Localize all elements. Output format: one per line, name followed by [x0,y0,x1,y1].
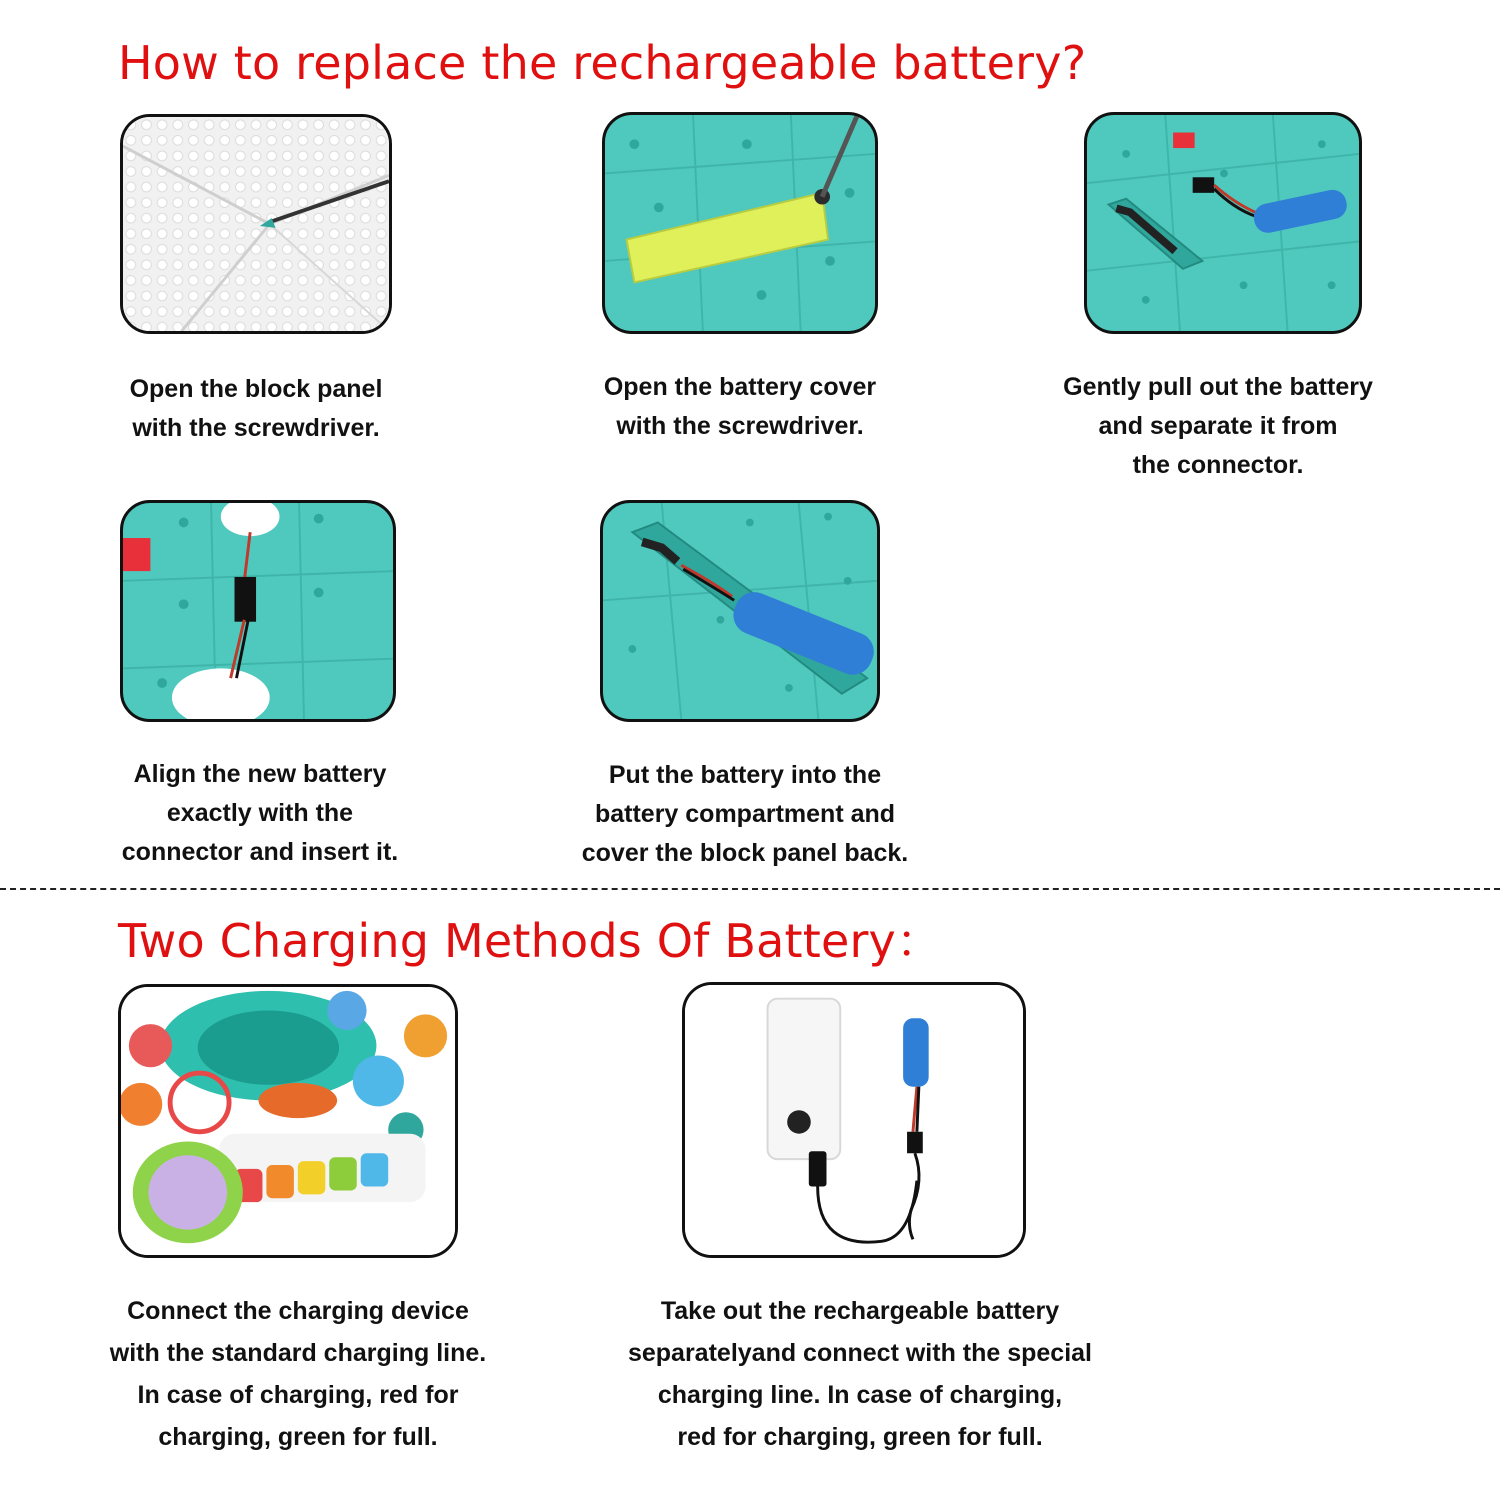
step-1-caption-line: with the screwdriver. [132,414,380,442]
replace-battery-title: How to replace the rechargeable battery? [118,36,1087,90]
step-4-caption-line: Align the new battery [133,760,387,788]
connector-align-photo [120,500,396,722]
block-panel-screwdriver-photo [120,114,392,334]
step-4-caption-line: connector and insert it. [121,838,399,866]
step-3-caption-line: the connector. [1132,451,1304,479]
step-5-caption [540,756,950,873]
step-3-caption-line: and separate it from [1098,412,1338,440]
step-1-caption-line: Open the block panel [129,375,383,403]
step-5-caption-line: cover the block panel back. [581,839,909,867]
method-1-caption-line: with the standard charging line. [109,1339,487,1367]
method-1-caption-line: charging, green for full. [158,1423,438,1451]
battery-removed-photo [1084,112,1362,334]
method-2-caption-line: Take out the rechargeable battery [660,1297,1060,1325]
charging-methods-title: Two Charging Methods Of Battery： [118,914,943,968]
method-2-caption-line: red for charging, green for full. [677,1423,1043,1451]
activity-table-photo [118,984,458,1258]
step-1-caption [76,370,436,448]
step-2-caption-line: Open the battery cover [603,373,877,401]
method-2-caption [590,1290,1130,1458]
step-2-caption [560,368,920,446]
method-2-caption-line: charging line. In case of charging, [657,1381,1063,1409]
method-2-caption-line: separatelyand connect with the special [627,1339,1093,1367]
step-5-caption-line: battery compartment and [594,800,896,828]
battery-compartment-photo [600,500,880,722]
step-3-caption-line: Gently pull out the battery [1063,373,1373,401]
step-4-caption-line: exactly with the [166,799,354,827]
step-2-caption-line: with the screwdriver. [616,412,864,440]
method-1-caption-line: Connect the charging device [127,1297,469,1325]
step-3-caption [1018,368,1418,485]
step-4-caption [60,755,460,872]
method-1-caption [78,1290,518,1458]
power-bank-battery-photo [682,982,1026,1258]
step-5-caption-line: Put the battery into the [608,761,882,789]
method-1-caption-line: In case of charging, red for [137,1381,459,1409]
section-divider [0,888,1500,890]
battery-cover-screwdriver-photo [602,112,878,334]
